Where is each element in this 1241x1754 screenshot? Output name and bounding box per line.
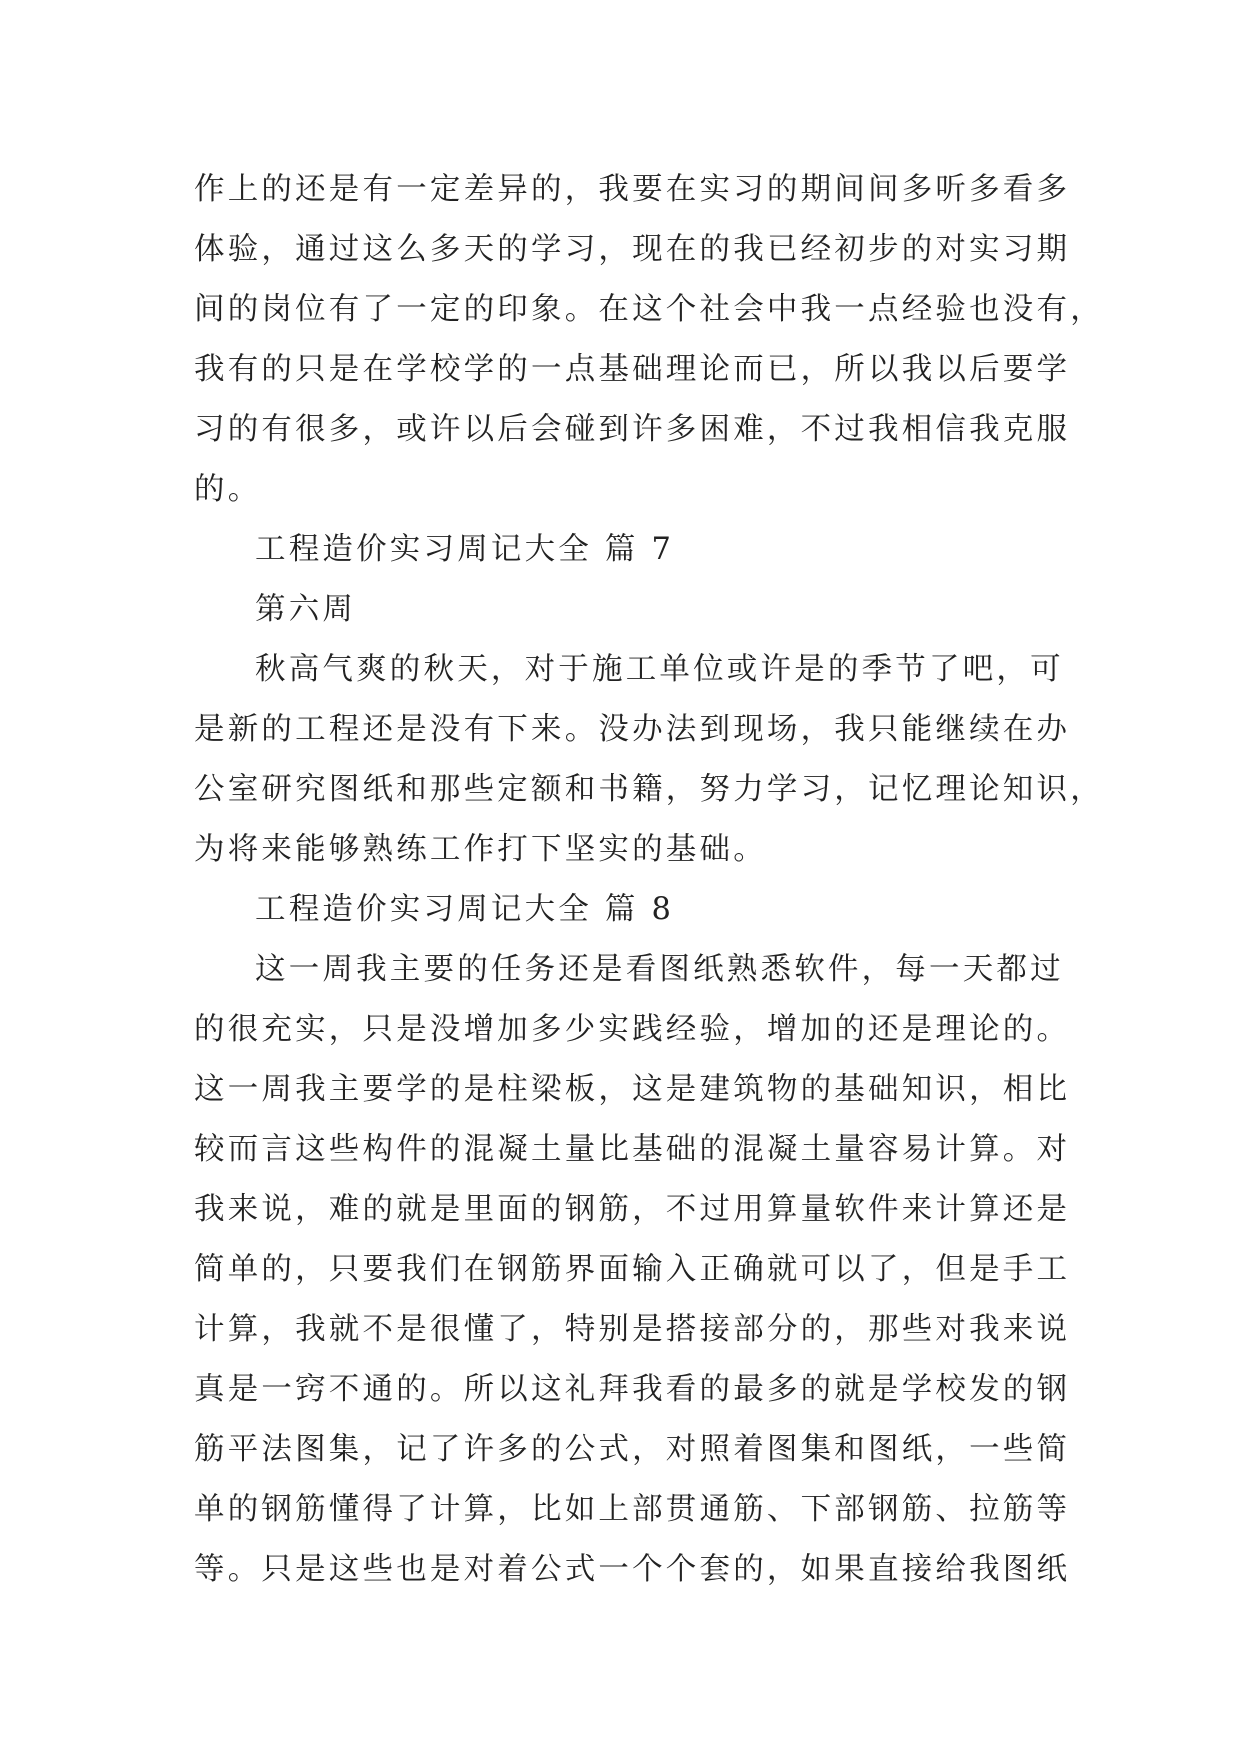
body-text-line: 这一周我主要的任务还是看图纸熟悉软件，每一天都过 — [255, 952, 1064, 987]
body-text-line: 间的岗位有了一定的印象。在这个社会中我一点经验也没有， — [194, 292, 1104, 327]
body-text-line: 我有的只是在学校学的一点基础理论而已，所以我以后要学 — [194, 352, 1071, 387]
body-text-line: 简单的，只要我们在钢筋界面输入正确就可以了，但是手工 — [194, 1252, 1071, 1287]
body-text-line: 筋平法图集，记了许多的公式，对照着图集和图纸，一些简 — [194, 1432, 1071, 1467]
body-text-line: 习的有很多，或许以后会碰到许多困难，不过我相信我克服 — [194, 412, 1071, 447]
body-text-line: 等。只是这些也是对着公式一个个套的，如果直接给我图纸 — [194, 1552, 1071, 1587]
section-heading: 工程造价实习周记大全 篇 8 — [255, 892, 675, 927]
body-text-line: 计算，我就不是很懂了，特别是搭接部分的，那些对我来说 — [194, 1312, 1071, 1347]
body-text-line: 是新的工程还是没有下来。没办法到现场，我只能继续在办 — [194, 712, 1071, 747]
body-text-line: 的。 — [194, 472, 262, 507]
body-text-line: 真是一窍不通的。所以这礼拜我看的最多的就是学校发的钢 — [194, 1372, 1071, 1407]
body-text-line: 作上的还是有一定差异的，我要在实习的期间间多听多看多 — [194, 172, 1071, 207]
body-text-line: 的很充实，只是没增加多少实践经验，增加的还是理论的。 — [194, 1012, 1071, 1047]
body-text-line: 秋高气爽的秋天，对于施工单位或许是的季节了吧，可 — [255, 652, 1064, 687]
body-text-line: 较而言这些构件的混凝土量比基础的混凝土量容易计算。对 — [194, 1132, 1071, 1167]
body-text-line: 这一周我主要学的是柱梁板，这是建筑物的基础知识，相比 — [194, 1072, 1071, 1107]
body-text-line: 公室研究图纸和那些定额和书籍，努力学习，记忆理论知识， — [194, 772, 1104, 807]
body-text-line: 单的钢筋懂得了计算，比如上部贯通筋、下部钢筋、拉筋等 — [194, 1492, 1071, 1527]
week-heading: 第六周 — [255, 592, 357, 627]
body-text-line: 体验，通过这么多天的学习，现在的我已经初步的对实习期 — [194, 232, 1071, 267]
body-text-line: 为将来能够熟练工作打下坚实的基础。 — [194, 832, 767, 867]
section-heading: 工程造价实习周记大全 篇 7 — [255, 532, 675, 567]
body-text-line: 我来说，难的就是里面的钢筋，不过用算量软件来计算还是 — [194, 1192, 1071, 1227]
document-body — [194, 160, 1104, 1600]
